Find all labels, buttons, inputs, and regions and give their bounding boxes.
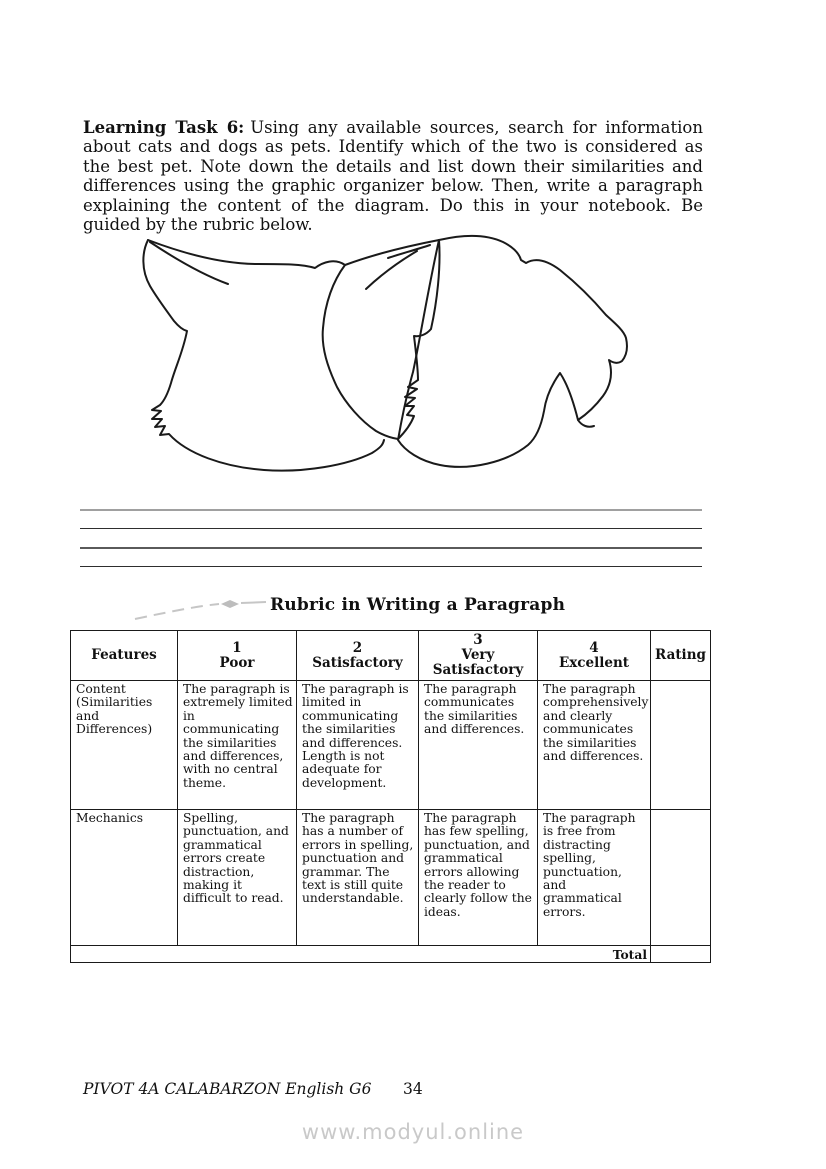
table-header-row [71, 631, 711, 681]
writing-line-1 [80, 509, 702, 511]
column-header-rating: Rating [651, 631, 711, 681]
table-row-total [71, 946, 711, 963]
feature-cell: Content (Similarities and Differences) [71, 681, 178, 810]
table-row-content [71, 681, 711, 810]
watermark: www.modyul.online [301, 1120, 525, 1144]
feature-cell: Mechanics [71, 810, 178, 946]
column-header-features: Features [71, 631, 178, 681]
mechanics-excellent-cell: The paragraph is free from distracting spelling, punctuation, and grammatical errors. [538, 810, 651, 946]
task-paragraph [83, 118, 703, 236]
rubric-table [70, 630, 711, 963]
column-header-excellent: 4 Excellent [538, 631, 651, 681]
cat-dog-outline-icon [132, 234, 692, 474]
writing-line-4 [80, 566, 702, 567]
mechanics-rating-cell [651, 810, 711, 946]
swash-decoration-icon [133, 597, 268, 621]
content-rating-cell [651, 681, 711, 810]
footer-book-title: PIVOT 4A CALABARZON English G6 [83, 1080, 372, 1098]
mechanics-satisfactory-cell: The paragraph has a number of errors in spelling, punctuation and grammar. The text is still quite understandable. [297, 810, 419, 946]
cat-dog-diagram [132, 234, 692, 474]
task-label: Learning Task 6: [83, 117, 245, 137]
content-very-satisfactory-cell: The paragraph communicates the similarities and differences. [419, 681, 538, 810]
column-header-satisfactory: 2 Satisfactory [297, 631, 419, 681]
rubric-title: Rubric in Writing a Paragraph [270, 595, 566, 615]
footer-page-number: 34 [403, 1080, 423, 1098]
column-header-very-satisfactory: 3 Very Satisfactory [419, 631, 538, 681]
content-satisfactory-cell: The paragraph is limited in communicating the similarities and differences. Length is not adequate for development. [297, 681, 419, 810]
total-label: Total [71, 946, 651, 963]
content-excellent-cell: The paragraph comprehensively and clearly communicates the similarities and differences. [538, 681, 651, 810]
writing-line-3 [80, 547, 702, 549]
total-rating-cell [651, 946, 711, 963]
table-row-mechanics [71, 810, 711, 946]
task-body: Using any available sources, search for information about cats and dogs as pets. Identify which of the two is considered as the best pet. Note down the details and list down their similarities and differences using the graphic organizer below. Then, write a paragraph explaining the content of the diagram. Do this in your notebook. Be guided by the rubric below. [83, 117, 703, 235]
mechanics-very-satisfactory-cell: The paragraph has few spelling, punctuation, and grammatical errors allowing the reader to clearly follow the ideas. [419, 810, 538, 946]
column-header-poor: 1 Poor [178, 631, 297, 681]
content-poor-cell: The paragraph is extremely limited in communicating the similarities and differences, with no central theme. [178, 681, 297, 810]
mechanics-poor-cell: Spelling, punctuation, and grammatical errors create distraction, making it difficult to read. [178, 810, 297, 946]
writing-line-2 [80, 528, 702, 529]
